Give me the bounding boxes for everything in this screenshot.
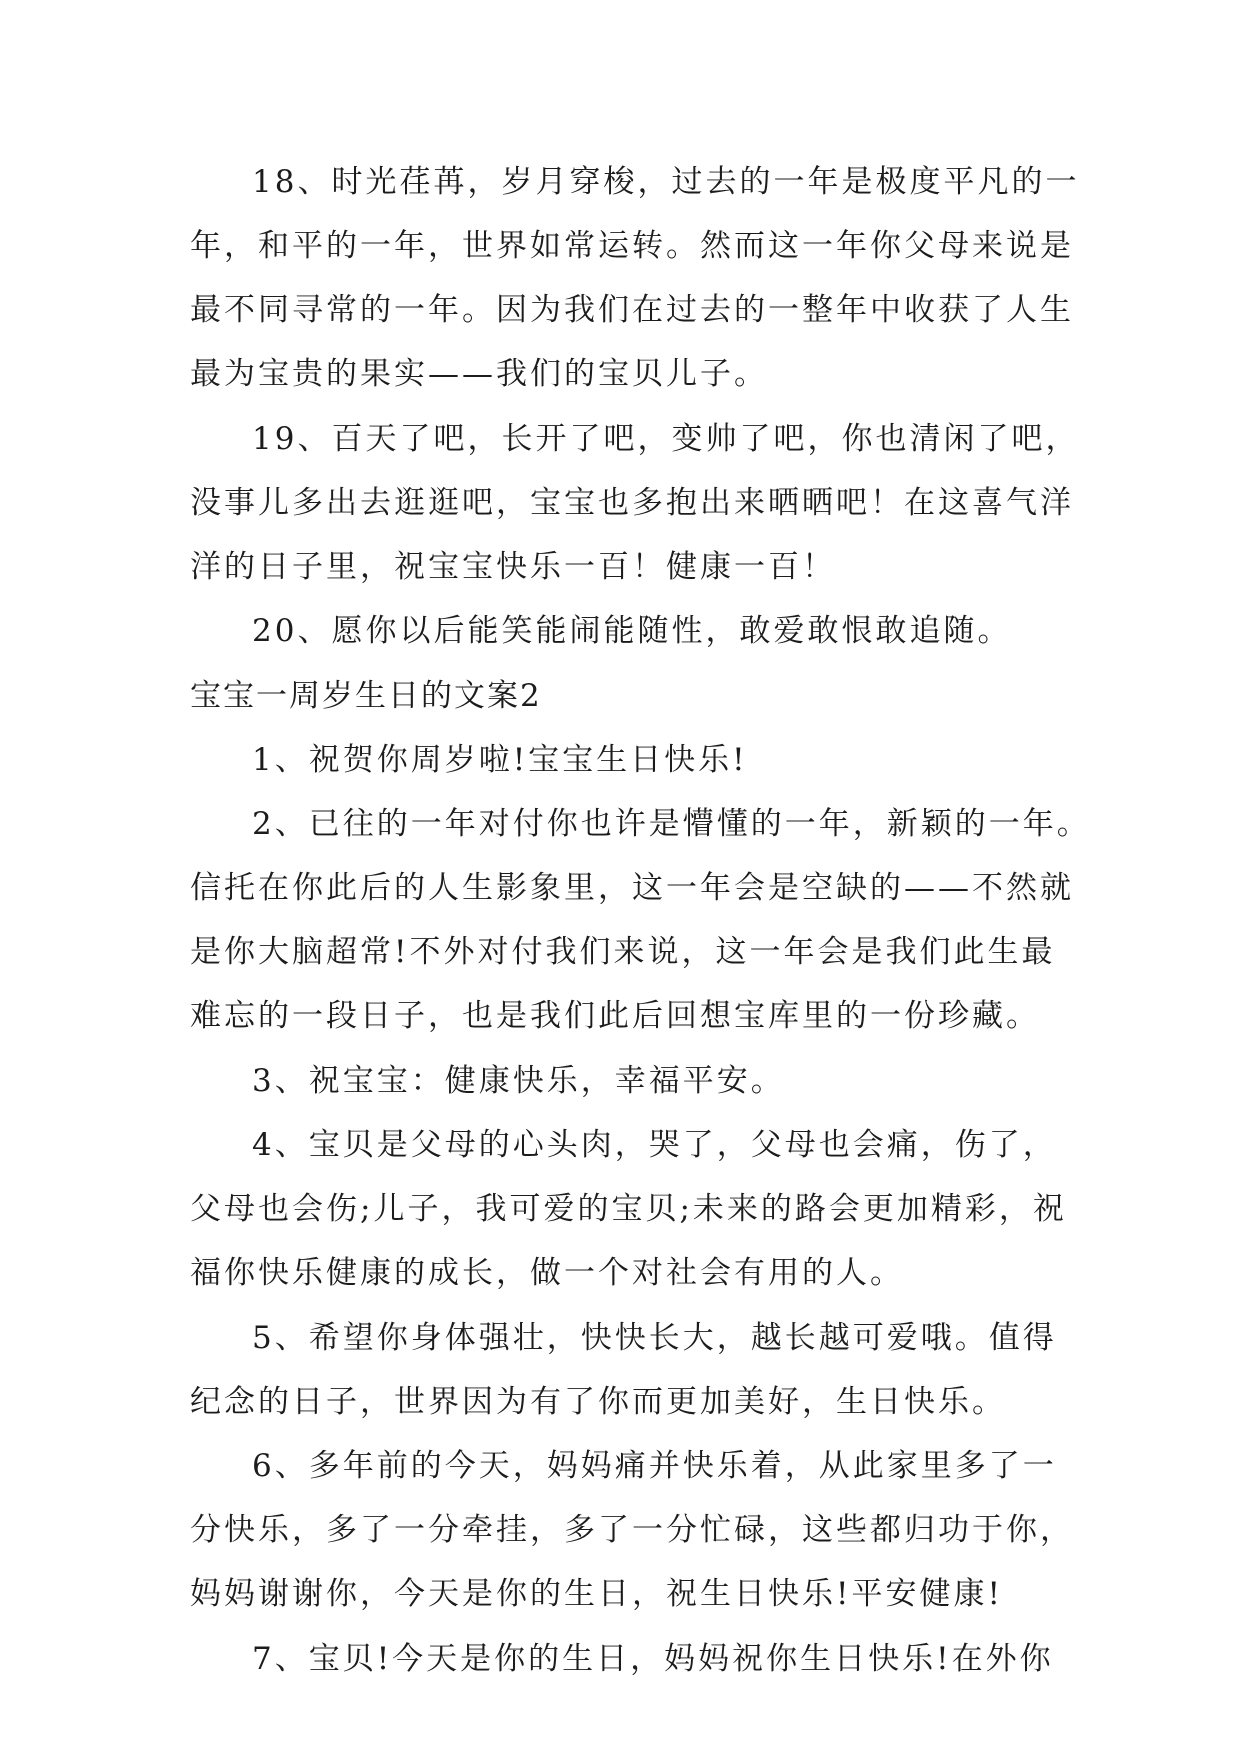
paragraph-18-line-3: 最不同寻常的一年。因为我们在过去的一整年中收获了人生 (190, 292, 1074, 328)
paragraph-18-line-2: 年，和平的一年，世界如常运转。然而这一年你父母来说是 (190, 228, 1074, 264)
paragraph-3-line-1: 3、祝宝宝：健康快乐，幸福平安。 (252, 1063, 785, 1099)
section-heading: 宝宝一周岁生日的文案2 (190, 678, 542, 714)
paragraph-5-line-1: 5、希望你身体强壮，快快长大，越长越可爱哦。值得 (252, 1320, 1057, 1356)
paragraph-1-line-1: 1、祝贺你周岁啦!宝宝生日快乐! (252, 742, 748, 778)
paragraph-19-line-2: 没事儿多出去逛逛吧，宝宝也多抱出来晒晒吧！在这喜气洋 (190, 485, 1074, 521)
paragraph-2-line-3: 是你大脑超常!不外对付我们来说，这一年会是我们此生最 (190, 934, 1056, 970)
paragraph-2-line-4: 难忘的一段日子，也是我们此后回想宝库里的一份珍藏。 (190, 998, 1040, 1034)
paragraph-18-line-1: 18、时光荏苒，岁月穿梭，过去的一年是极度平凡的一 (252, 164, 1080, 200)
paragraph-2-line-2: 信托在你此后的人生影象里，这一年会是空缺的——不然就 (190, 870, 1074, 906)
paragraph-5-line-2: 纪念的日子，世界因为有了你而更加美好，生日快乐。 (190, 1384, 1006, 1420)
paragraph-4-line-3: 福你快乐健康的成长，做一个对社会有用的人。 (190, 1255, 904, 1291)
paragraph-4-line-2: 父母也会伤;儿子，我可爱的宝贝;未来的路会更加精彩，祝 (190, 1191, 1067, 1227)
paragraph-20-line-1: 20、愿你以后能笑能闹能随性，敢爱敢恨敢追随。 (252, 613, 1012, 649)
paragraph-19-line-1: 19、百天了吧，长开了吧，变帅了吧，你也清闲了吧， (252, 421, 1080, 457)
paragraph-18-line-4: 最为宝贵的果实——我们的宝贝儿子。 (190, 356, 768, 392)
paragraph-7-line-1: 7、宝贝!今天是你的生日，妈妈祝你生日快乐!在外你 (252, 1641, 1054, 1677)
paragraph-2-line-1: 2、已往的一年对付你也许是懵懂的一年，新颖的一年。 (252, 806, 1091, 842)
paragraph-4-line-1: 4、宝贝是父母的心头肉，哭了，父母也会痛，伤了， (252, 1127, 1057, 1163)
paragraph-6-line-1: 6、多年前的今天，妈妈痛并快乐着，从此家里多了一 (252, 1448, 1057, 1484)
paragraph-19-line-3: 洋的日子里，祝宝宝快乐一百！健康一百！ (190, 549, 836, 585)
paragraph-6-line-3: 妈妈谢谢你，今天是你的生日，祝生日快乐!平安健康! (190, 1576, 1003, 1612)
paragraph-6-line-2: 分快乐，多了一分牵挂，多了一分忙碌，这些都归功于你， (190, 1512, 1074, 1548)
